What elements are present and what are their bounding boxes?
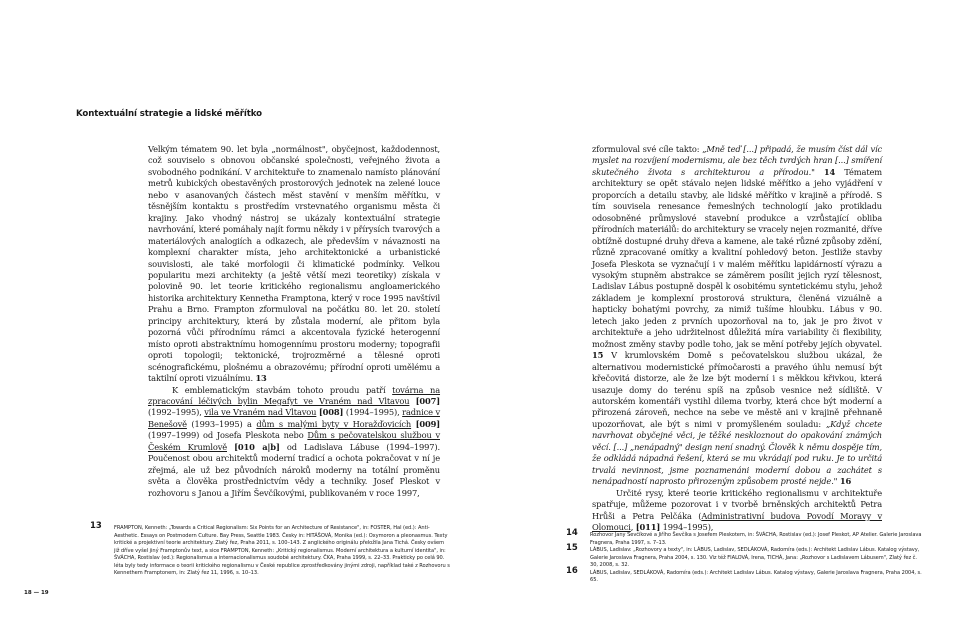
image-ref-007[interactable]: [007]: [415, 395, 440, 406]
footnote-ref-14[interactable]: 14: [823, 166, 836, 177]
footnote-text: LÁBUS, Ladislav: „Rozhovory a texty", in: LÁBUS, Ladislav, SEDLÁKOVÁ, Radomíra (eds.): Architekt Ladislav Lábus. Katalog výstavy, Galerie Jaroslava Fragnera, Praha 2004, s. 130. Viz též FIALOVÁ, Irena, TICHÁ, Jana: „Rozhovor s Ladislavem Lábusem", Zlatý řez č. 30, 2008, s. 32.: [590, 547, 920, 568]
building-link-povodi-moravy[interactable]: Administrativní budova Povodí Moravy v Olomouci: [592, 510, 882, 532]
footnote-number: 14: [566, 528, 578, 538]
footnote-number: 15: [566, 543, 578, 553]
building-link-radnice-benesov[interactable]: radnice v Benešově: [148, 407, 440, 429]
paragraph-text: (1994–1995),: [343, 407, 403, 418]
right-paragraph-2: Určité rysy, které teorie kritického regionalismu v architektuře spatřuje, můžeme pozorovat i v tvorbě brněnských architektů Petra Hrůši a Petra Pelčáka (Administrativní budova Povodí Moravy v Olomouci, [011] 1994–1995),: [592, 487, 882, 532]
building-link-cesky-krumlov[interactable]: Dům s pečovatelskou službou v Českém Krumlově: [148, 430, 440, 452]
image-ref-008[interactable]: [008]: [318, 407, 344, 418]
image-ref-009[interactable]: [009]: [415, 418, 440, 429]
footnote-16: [566, 565, 926, 585]
left-text-column: [148, 144, 440, 499]
page-numbers: 18 — 19: [24, 590, 49, 596]
paragraph-text: od Ladislava Lábuse (1994–1997). Poučenost obou architektů moderní tradicí a ochota pokračovat v ní je zřejmá, ale už bez původních nároků moderny na totální proměnu světa a člověka prostřednictvím vědy a techniky. Josef Pleskot v rozhovoru s Janou a Jiřím Ševčíkovými, publikovaném v roce 1997,: [148, 441, 440, 498]
footnote-text: FRAMPTON, Kenneth: „Towards a Critical Regionalism: Six Points for an Architecture of Resistance", in: FOSTER, Hal (ed.): Anti-Aesthetic. Essays on Postmodern Culture. Bay Press, Seattle 1983. Česky in: HITÁŠOVÁ, Monika (ed.): Oxymoron a pleonasmus. Texty kritické a projektivní teorie architektury. Zlatý řez, Praha 2011, s. 100–143. Z anglického originálu přeložila Jana Tichá. Česky ovšem již dříve vyšel jiný Framptonův text, a sice FRAMPTON, Kenneth: „Kritický regionalismus. Moderní architektura a kulturní identita", in: ŠVÁCHA, Rostislav (ed.): Regionalismus a internacionalismus soudobé architektury. ČKA, Praha 1999, s. 22–33. Prakticky po celá 90. léta byly tedy informace o teorii kritického regionalismu v České republice zprostředkovány jinými zdroji, například také z Rozhovoru s Kennethem Framptonem, in: Zlatý řez 11, 1996, s. 10–13.: [114, 525, 450, 576]
building-link-vila-vrane[interactable]: vila ve Vraném nad Vltavou: [204, 407, 317, 418]
left-paragraph-2: [148, 385, 440, 500]
footnotes-left: [90, 521, 450, 578]
footnote-ref-13[interactable]: 13: [255, 373, 267, 384]
quote-pleskot: „Mně teď [...] připadá, že musím číst dál víc myslet na rozvíjení modernismu, ale bez těch tvrdých hran [...] smíření skutečného života s architekturou a přírodou.": [592, 144, 882, 177]
footnote-14: [566, 528, 926, 547]
paragraph-text: (1992–1995),: [148, 407, 205, 418]
paragraph-text: (1997–1999) od Josefa Pleskota nebo: [148, 430, 308, 441]
footnote-text: LÁBUS, Ladislav, SEDLÁKOVÁ, Radomíra (eds.): Architekt Ladislav Lábus. Katalog výstavy, Galerie Jaroslava Fragnera, Praha 2004, s. 65.: [590, 569, 922, 583]
footnote-15: [566, 543, 926, 570]
right-text-column: [592, 144, 882, 533]
footnote-number: 13: [90, 521, 102, 531]
paragraph-text: 1994–1995),: [660, 521, 714, 532]
section-heading: Kontextuální strategie a lidské měřítko: [76, 109, 262, 119]
paragraph-text: K emblematickým stavbám tohoto proudu patří: [172, 384, 393, 395]
quote-labus: „Když chcete navrhovat obyčejné věci, je těžké neskloznout do opakování známých věcí. [...] „nenápadný" design není snadný. Člověk k němu dospěje tím, že odkládá nápadná řešení, která se mu vkrádají pod ruku. Je to určitá trvalá nevinnost, jsme poznamenáni moderní dobou a zachátet s nenápadností naprosto přirozeným způsobem prosté nejde.": [592, 418, 882, 487]
footnote-ref-15[interactable]: 15: [592, 350, 604, 361]
paragraph-text: Velkým tématem 90. let byla „normálnost", obyčejnost, každodennost, což souviselo s obnovou občanské společnosti, veřejného života a svobodného podnikání. V architektuře to znamenalo namísto plánování metrů kubických obestavěných prostorových jednotek na zelené louce nebo v asanovaných částech měst stavění v menším měřítku, v těsnějším kontaktu s prostředím vrstevnatého organismu města či krajiny. Jako vhodný nástroj se ukázaly kontextuální strategie navrhování, které pomáhaly najít formu někdy i v přírysích tvarových a materiálových analogiích a odkazech, ale především v návaznosti na komplexní charakter místa, jeho architektonické a urbanistické souvislosti, ale také morfologii či klimatické podmínky. Velkou popularitu mezi architekty (a ještě větší mezi teoretiky) získala v polovině 90. let teorie kritického regionalismu angloamerického historika architektury Kennetha Framptona, který v roce 1995 navštívil Prahu a Brno. Frampton zformuloval na počátku 80. let 20. století principy architektury, která by zůstala moderní, ale přitom byla pozorná vůči přírodnímu rámci a akcentovala fyzické heterogenní místo oproti abstraktnímu homogennímu prostoru moderny; topografii oproti topologii; tektonické, trojrozměrné a tělesné oproti scénografickému, plošnému a obrazovému; přírodní oproti umělému a taktilní oproti vizuálnímu.: [148, 144, 440, 384]
footnote-ref-16[interactable]: 16: [839, 476, 852, 487]
paragraph-text: (1993–1995) a: [186, 418, 257, 429]
image-ref-011[interactable]: [011]: [635, 521, 661, 532]
right-paragraph-1: [592, 144, 882, 488]
building-link-megafyt[interactable]: továrna na zpracování léčivých bylin Megafyt ve Vraném nad Vltavou: [148, 384, 441, 406]
image-ref-010[interactable]: [010 a|b]: [234, 441, 280, 452]
left-paragraph-1: [148, 144, 440, 385]
paragraph-text: V krumlovském Domě s pečovatelskou službou ukázal, že alternativou modernistické přímočarosti a pravého úhlu nemusí být křečovitá distorze, ale že lze být moderní i s měkkou křivkou, která usazuje domy do terénu spíš na způsob vesnice než sídliště. V autorském komentáři vystihl dilema tvorby, která chce být moderní a přirozená zároveň, nechce na sebe ve městě ani v krajině přehnaně upozorňovat, ale být s nimi v promyšleném souladu:: [592, 350, 882, 429]
footnote-number: 16: [566, 565, 578, 576]
paragraph-text: zformuloval své cíle takto:: [592, 144, 703, 154]
building-link-horazdovice[interactable]: dům s malými byty v Horažďovicích: [256, 418, 412, 429]
footnote-13: [90, 521, 450, 578]
paragraph-text: Tématem architektury se opět stávalo nejen lidské měřítko a jeho vyjádření v proporcích a detailu stavby, ale lidské měřítko v krajině a přírodě. S tím souvisela renesance řemeslných technologií jako protikladu odosobněné průmyslové stavební produkce a vzrůstající obliba přírodních materiálů: do architektury se vracely nejen rozmanité, dříve obtížně dostupné druhy dřeva a kamene, ale také různé způsoby zdění, různě zpracované omítky a kvalitní pohledový beton. Jestliže stavby Josefa Pleskota se vyznačují i v malém měřítku lapidárností výrazu a vysokým stupněm abstrakce se záměrem posílit jejich ryzí tělesnost, Ladislav Lábus postupně dospěl k osobitému syntetickému stylu, jehož základem je komplexní prostorová struktura, členěná vizuálně a hapticky bohatými povrchy, za nimiž tušíme hloubku. Lábus v 90. letech jako jeden z prvních upozorňoval na to, jak je pro život v architektuře a jeho udržitelnost důležitá míra variability či flexibility, možnost změny stavby podle toho, jak se mění potřeby jejích obyvatel.: [592, 166, 882, 349]
footnote-text: Rozhovor Jany Ševčíkové a Jiřího Ševčíka s Josefem Pleskotem, in: ŠVÁCHA, Rostislav (ed.): Josef Pleskot, AP Atelier. Galerie Jaroslava Fragnera, Praha 1997, s. 7–13.: [590, 532, 922, 546]
footnotes-right: [566, 528, 926, 585]
paragraph-text: Určité rysy, které teorie kritického regionalismu v architektuře spatřuje, můžeme pozorovat i v tvorbě brněnských architektů Petra Hrůši a Petra Pelčáka (: [592, 487, 882, 521]
